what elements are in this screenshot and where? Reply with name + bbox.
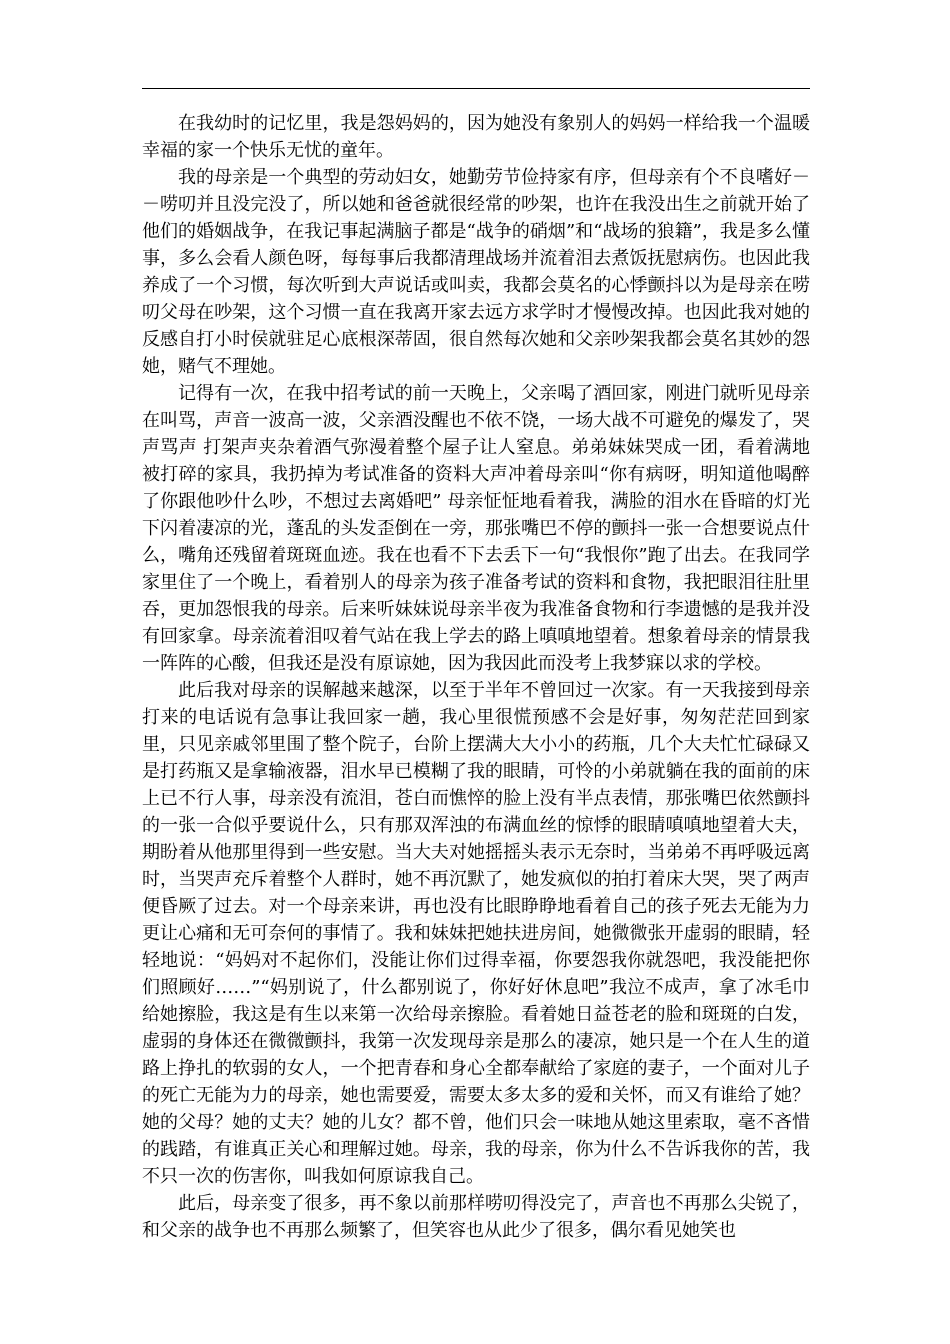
paragraph-3: 记得有一次，在我中招考试的前一天晚上，父亲喝了酒回家，刚进门就听见母亲在叫骂，声音一波高一波，父亲酒没醒也不依不饶，一场大战不可避免的爆发了，哭声骂声 打架声夹杂着酒气弥漫着整个屋子让人窒息。弟弟妹妹哭成一团，看着满地被打碎的家具，我扔掉为考试准备的资料大声冲着母亲叫“你有病呀，明知道他喝醉了你跟他吵什么吵，不想过去离婚吧” 母亲怔怔地看着我，满脸的泪水在昏暗的灯光下闪着凄凉的光，蓬乱的头发歪倒在一旁，那张嘴巴不停的颤抖一张一合想要说点什么，嘴角还残留着斑斑血迹。我在也看不下去丢下一句“我恨你”跑了出去。在我同学家里住了一个晚上，看着别人的母亲为孩子准备考试的资料和食物，我把眼泪往肚里吞，更加怨恨我的母亲。后来听妹妹说母亲半夜为我准备食物和行李遗憾的是我并没有回家拿。母亲流着泪叹着气站在我上学去的路上嗔嗔地望着。想象着母亲的情景我一阵阵的心酸，但我还是没有原谅她，因为我因此而没考上我梦寐以求的学校。 [142, 383, 810, 674]
paragraph-4: 此后我对母亲的误解越来越深，以至于半年不曾回过一次家。有一天我接到母亲打来的电话说有急事让我回家一趟，我心里很慌预感不会是好事，匆匆茫茫回到家里，只见亲戚邻里围了整个院子，台阶上摆满大大小小的药瓶，几个大夫忙忙碌碌又是打药瓶又是拿输液器，泪水早已模糊了我的眼睛，可怜的小弟就躺在我的面前的床上已不行人事，母亲没有流泪，苍白而憔悴的脸上没有半点表情，那张嘴巴依然颤抖的一张一合似乎要说什么，只有那双浑浊的布满血丝的惊悸的眼睛嗔嗔地望着大夫，期盼着从他那里得到一些安慰。当大夫对她摇摇头表示无奈时，当弟弟不再呼吸远离时，当哭声充斥着整个人群时，她不再沉默了，她发疯似的拍打着床大哭，哭了两声便昏厥了过去。对一个母亲来讲，再也没有比眼睁睁地看着自己的孩子死去无能为力更让心痛和无可奈何的事情了。我和妹妹把她扶进房间，她微微张开虚弱的眼睛，轻轻地说：“妈妈对不起你们，没能让你们过得幸福，你要怨我你就怨吧，我没能把你们照顾好……”“妈别说了，什么都别说了，你好好休息吧”我泣不成声，拿了冰毛巾给她擦脸，我这是有生以来第一次给母亲擦脸。看着她日益苍老的脸和斑斑的白发，虚弱的身体还在微微颤抖，我第一次发现母亲是那么的凄凉，她只是一个在人生的道路上挣扎的软弱的女人，一个把青春和身心全都奉献给了家庭的妻子，一个面对儿子的死亡无能为力的母亲，她也需要爱，需要太多太多的爱和关怀，而又有谁给了她？她的父母？她的丈夫？她的儿女？都不曾，他们只会一味地从她这里索取，毫不吝惜的践踏，有谁真正关心和理解过她。母亲，我的母亲，你为什么不告诉我你的苦，我不只一次的伤害你，叫我如何原谅我自己。 [142, 680, 810, 1187]
paragraph-2: 我的母亲是一个典型的劳动妇女，她勤劳节俭持家有序，但母亲有个不良嗜好－－唠叨并且没完没了，所以她和爸爸就很经常的吵架，也许在我没出生之前就开始了他们的婚姻战争，在我记事起满脑子都是“战争的硝烟”和“战场的狼籍”，我是多么懂事，多么会看人颜色呀，每每事后我都清理战场并流着泪去煮饭抚慰病伤。也因此我养成了一个习惯，每次听到大声说话或叫卖，我都会莫名的心悸颤抖以为是母亲在唠叨父母在吵架，这个习惯一直在我离开家去远方求学时才慢慢改掉。也因此我对她的反感自打小时侯就驻足心底根深蒂固，很自然每次她和父亲吵架我都会莫名其妙的怨她，赌气不理她。 [142, 167, 810, 377]
paragraph-5: 此后，母亲变了很多，再不象以前那样唠叨得没完了，声音也不再那么尖锐了，和父亲的战争也不再那么频繁了，但笑容也从此少了很多，偶尔看见她笑也 [142, 1193, 810, 1241]
page-header-rule [142, 88, 810, 89]
paragraph-1: 在我幼时的记忆里，我是怨妈妈的，因为她没有象别人的妈妈一样给我一个温暖幸福的家一个快乐无忧的童年。 [142, 113, 810, 161]
document-body [142, 110, 810, 1244]
